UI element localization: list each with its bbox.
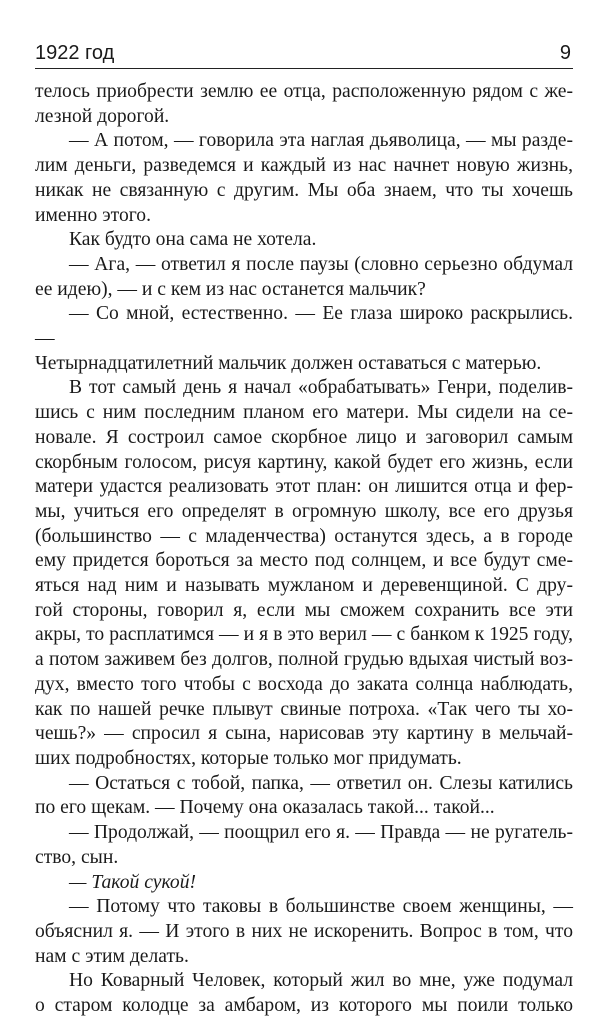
text-line: мы, учиться его определят в огромную школу, все его друзья: [35, 500, 573, 522]
text-line-row: [35, 154, 573, 179]
text-line-row: [35, 895, 573, 920]
running-header: [35, 40, 573, 69]
text-line-row: [35, 969, 573, 994]
text-line-row: [35, 228, 573, 253]
text-line-row: [35, 698, 573, 723]
text-line-row: [35, 821, 573, 846]
text-line-row: [35, 747, 573, 772]
text-line-row: [35, 302, 573, 351]
text-line: Но Коварный Человек, который жил во мне, уже подумал: [69, 970, 573, 992]
text-line: ство, сын.: [35, 846, 119, 868]
text-line: — Ага, — ответил я после паузы (словно серьезно обдумал: [69, 253, 573, 275]
text-line-row: [35, 920, 573, 945]
text-line-row: [35, 673, 573, 698]
text-line: дух, вместо того чтобы с восхода до заката солнца наблюдать,: [35, 673, 573, 695]
text-line: — Потому что таковы в большинстве своем женщины, —: [69, 896, 573, 918]
text-line-row: [35, 80, 573, 105]
text-line-row: [35, 105, 573, 130]
text-line: матери удастся реализовать этот план: он лишится отца и фер-: [35, 476, 573, 498]
running-title: 1922 год: [35, 42, 115, 64]
text-line: Четырнадцатилетний мальчик должен оставаться с матерью.: [35, 352, 542, 374]
text-line-row: [35, 945, 573, 970]
text-line: о старом колодце за амбаром, из которого мы поили только: [35, 995, 573, 1017]
text-line-row: [35, 574, 573, 599]
text-line-row: [35, 722, 573, 747]
text-line: яться над ним и называть мужланом и деревенщиной. С дру-: [35, 575, 573, 597]
text-line-row: [35, 278, 573, 303]
page-number: 9: [559, 42, 571, 64]
text-line-row: [35, 549, 573, 574]
text-line: как по нашей речке плывут свиные потроха. «Так чего ты хо-: [35, 698, 573, 720]
text-body: [35, 80, 573, 1019]
text-line-row: [35, 796, 573, 821]
text-line-row: [35, 129, 573, 154]
text-line: лезной дорогой.: [35, 105, 170, 127]
text-line-row: [35, 401, 573, 426]
text-line-row: [35, 871, 573, 896]
text-line: (большинство — с младенчества) останутся здесь, а в городе: [35, 525, 573, 547]
text-line: — Продолжай, — поощрил его я. — Правда — не ругатель-: [69, 822, 573, 844]
text-line: именно этого.: [35, 204, 152, 226]
text-line: по его щекам. — Почему она оказалась такой... такой...: [35, 797, 495, 819]
text-line: телось приобрести землю ее отца, расположенную рядом с же-: [35, 81, 573, 102]
text-line: шись с ним последним планом его матери. Мы сидели на се-: [35, 402, 573, 424]
text-line-row: [35, 846, 573, 871]
text-line: — Со мной, естественно. — Ее глаза широко раскрылись. —: [35, 303, 573, 350]
text-line-row: [35, 599, 573, 624]
text-line: В тот самый день я начал «обрабатывать» Генри, поделив-: [69, 377, 573, 399]
text-line: скорбным голосом, рисуя картину, какой будет его жизнь, если: [35, 451, 573, 473]
text-line-row: [35, 179, 573, 204]
text-line: чешь?» — спросил я сына, нарисовав эту картину в мельчай-: [35, 723, 573, 745]
text-line-row: [35, 623, 573, 648]
text-line-row: [35, 994, 573, 1019]
text-line: нам с этим делать.: [35, 945, 189, 967]
text-line: ших подробностях, которые только мог придумать.: [35, 747, 462, 769]
text-line-row: [35, 426, 573, 451]
text-line-row: [35, 204, 573, 229]
text-line: объяснил я. — И этого в них не искоренить. Вопрос в том, что: [35, 920, 573, 942]
text-line: Как будто она сама не хотела.: [69, 229, 317, 251]
text-line: лим деньги, разведемся и каждый из нас начнет новую жизнь,: [35, 155, 573, 177]
text-line-row: [35, 376, 573, 401]
text-line: — Остаться с тобой, папка, — ответил он. Слезы катились: [69, 772, 573, 794]
text-line: а потом заживем без долгов, полной грудью вдыхая чистый воз-: [35, 649, 573, 671]
text-line-row: [35, 772, 573, 797]
text-line: — Такой сукой!: [69, 871, 197, 893]
text-line: никак не связанную с другим. Мы оба знаем, что ты хочешь: [35, 179, 573, 201]
text-line-row: [35, 451, 573, 476]
text-line: — А потом, — говорила эта наглая дьяволица, — мы разде-: [69, 130, 573, 152]
text-line-row: [35, 475, 573, 500]
text-line: акры, то расплатимся — и я в это верил — с банком к 1925 году,: [35, 624, 573, 646]
text-line-row: [35, 525, 573, 550]
text-line-row: [35, 253, 573, 278]
text-line-row: [35, 648, 573, 673]
text-line: новале. Я состроил самое скорбное лицо и заговорил самым: [35, 426, 573, 448]
text-line: ему придется бороться за место под солнцем, и все будут сме-: [35, 550, 573, 572]
text-line-row: [35, 500, 573, 525]
text-line-row: [35, 352, 573, 377]
text-line: гой стороны, говорил я, если мы сможем сохранить все эти: [35, 599, 573, 621]
text-line: ее идею), — и с кем из нас останется мальчик?: [35, 278, 426, 300]
